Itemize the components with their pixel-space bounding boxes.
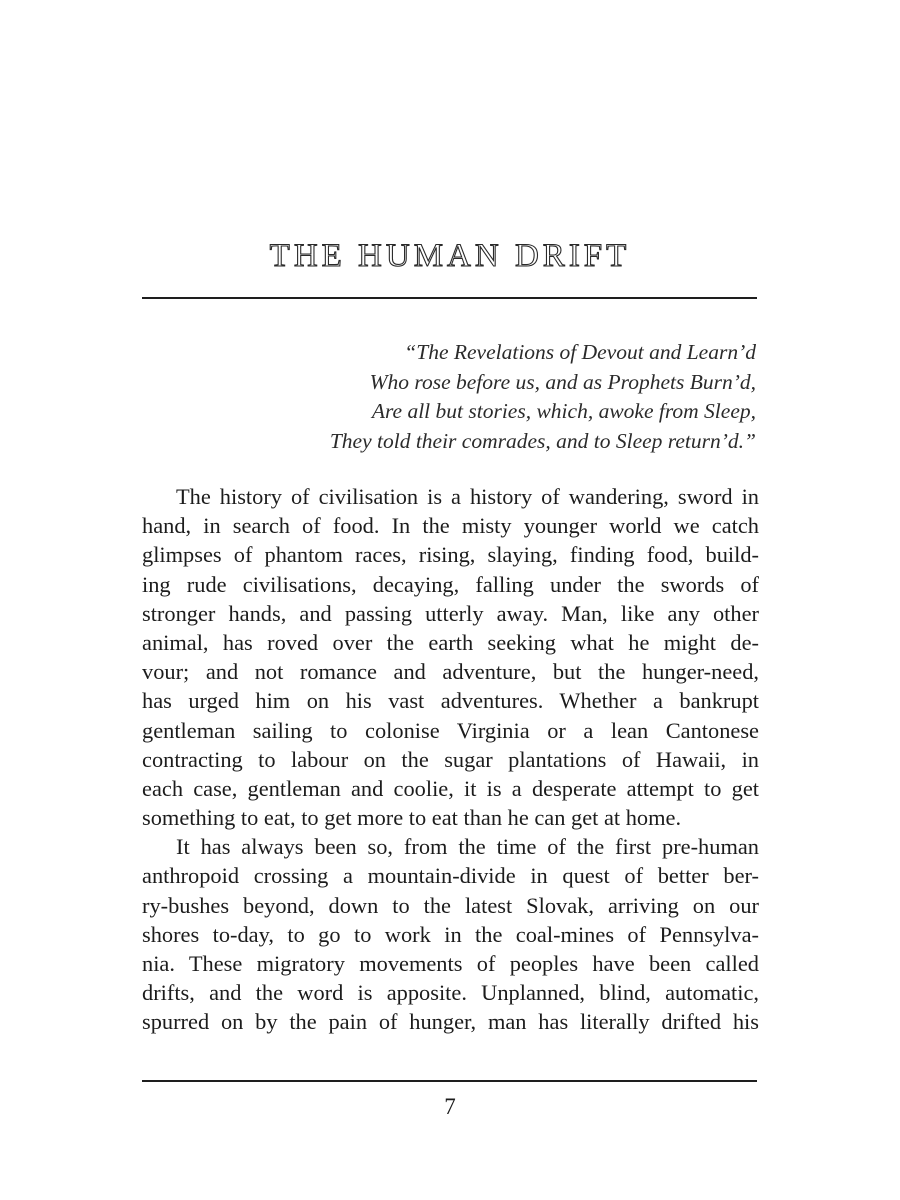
text-line: nia. These migratory movements of peoples have been called — [142, 951, 759, 976]
epigraph — [196, 338, 756, 456]
epigraph-line: Are all but stories, which, awoke from Sleep, — [371, 399, 756, 423]
text-line: animal, has roved over the earth seeking what he might de- — [142, 629, 759, 655]
page-number: 7 — [444, 1094, 456, 1119]
text-line: glimpses of phantom races, rising, slaying, finding food, build- — [142, 542, 759, 568]
epigraph-line: “The Revelations of Devout and Learn’d — [404, 340, 756, 364]
text-line: something to eat, to get more to eat than he can get at home. — [142, 805, 682, 831]
header-rule — [142, 297, 757, 299]
text-line: ing rude civilisations, decaying, falling under the swords of — [142, 571, 759, 597]
text-line: hand, in search of food. In the misty younger world we catch — [142, 513, 759, 539]
text-line: spurred on by the pain of hunger, man has literally drifted his — [142, 1009, 759, 1035]
epigraph-line: They told their comrades, and to Sleep return’d.” — [329, 428, 756, 453]
text-line: shores to-day, to go to work in the coal-mines of Pennsylva- — [142, 921, 759, 947]
text-line: drifts, and the word is apposite. Unplanned, blind, automatic, — [142, 980, 759, 1006]
text-line: has urged him on his vast adventures. Whether a bankrupt — [142, 688, 759, 714]
text-line: It has always been so, from the time of the first pre-human — [176, 834, 759, 860]
text-line: vour; and not romance and adventure, but the hunger-need, — [142, 659, 759, 685]
text-line: stronger hands, and passing utterly away. Man, like any other — [142, 600, 759, 626]
text-line: contracting to labour on the sugar plantations of Hawaii, in — [142, 746, 759, 772]
chapter-title: THE HUMAN DRIFT — [269, 238, 631, 274]
text-line: ry-bushes beyond, down to the latest Slovak, arriving on our — [142, 892, 759, 918]
text-line: anthropoid crossing a mountain-divide in quest of better ber- — [142, 863, 759, 889]
text-line: gentleman sailing to colonise Virginia or a lean Cantonese — [142, 717, 759, 743]
paragraph-1 — [142, 482, 759, 832]
epigraph-line: Who rose before us, and as Prophets Burn’d, — [369, 369, 756, 394]
footer-rule — [142, 1080, 757, 1082]
text-line: each case, gentleman and coolie, it is a desperate attempt to get — [142, 775, 759, 801]
paragraph-2 — [142, 832, 759, 1036]
body-text — [142, 482, 759, 1037]
text-line: The history of civilisation is a history of wandering, sword in — [176, 484, 759, 509]
